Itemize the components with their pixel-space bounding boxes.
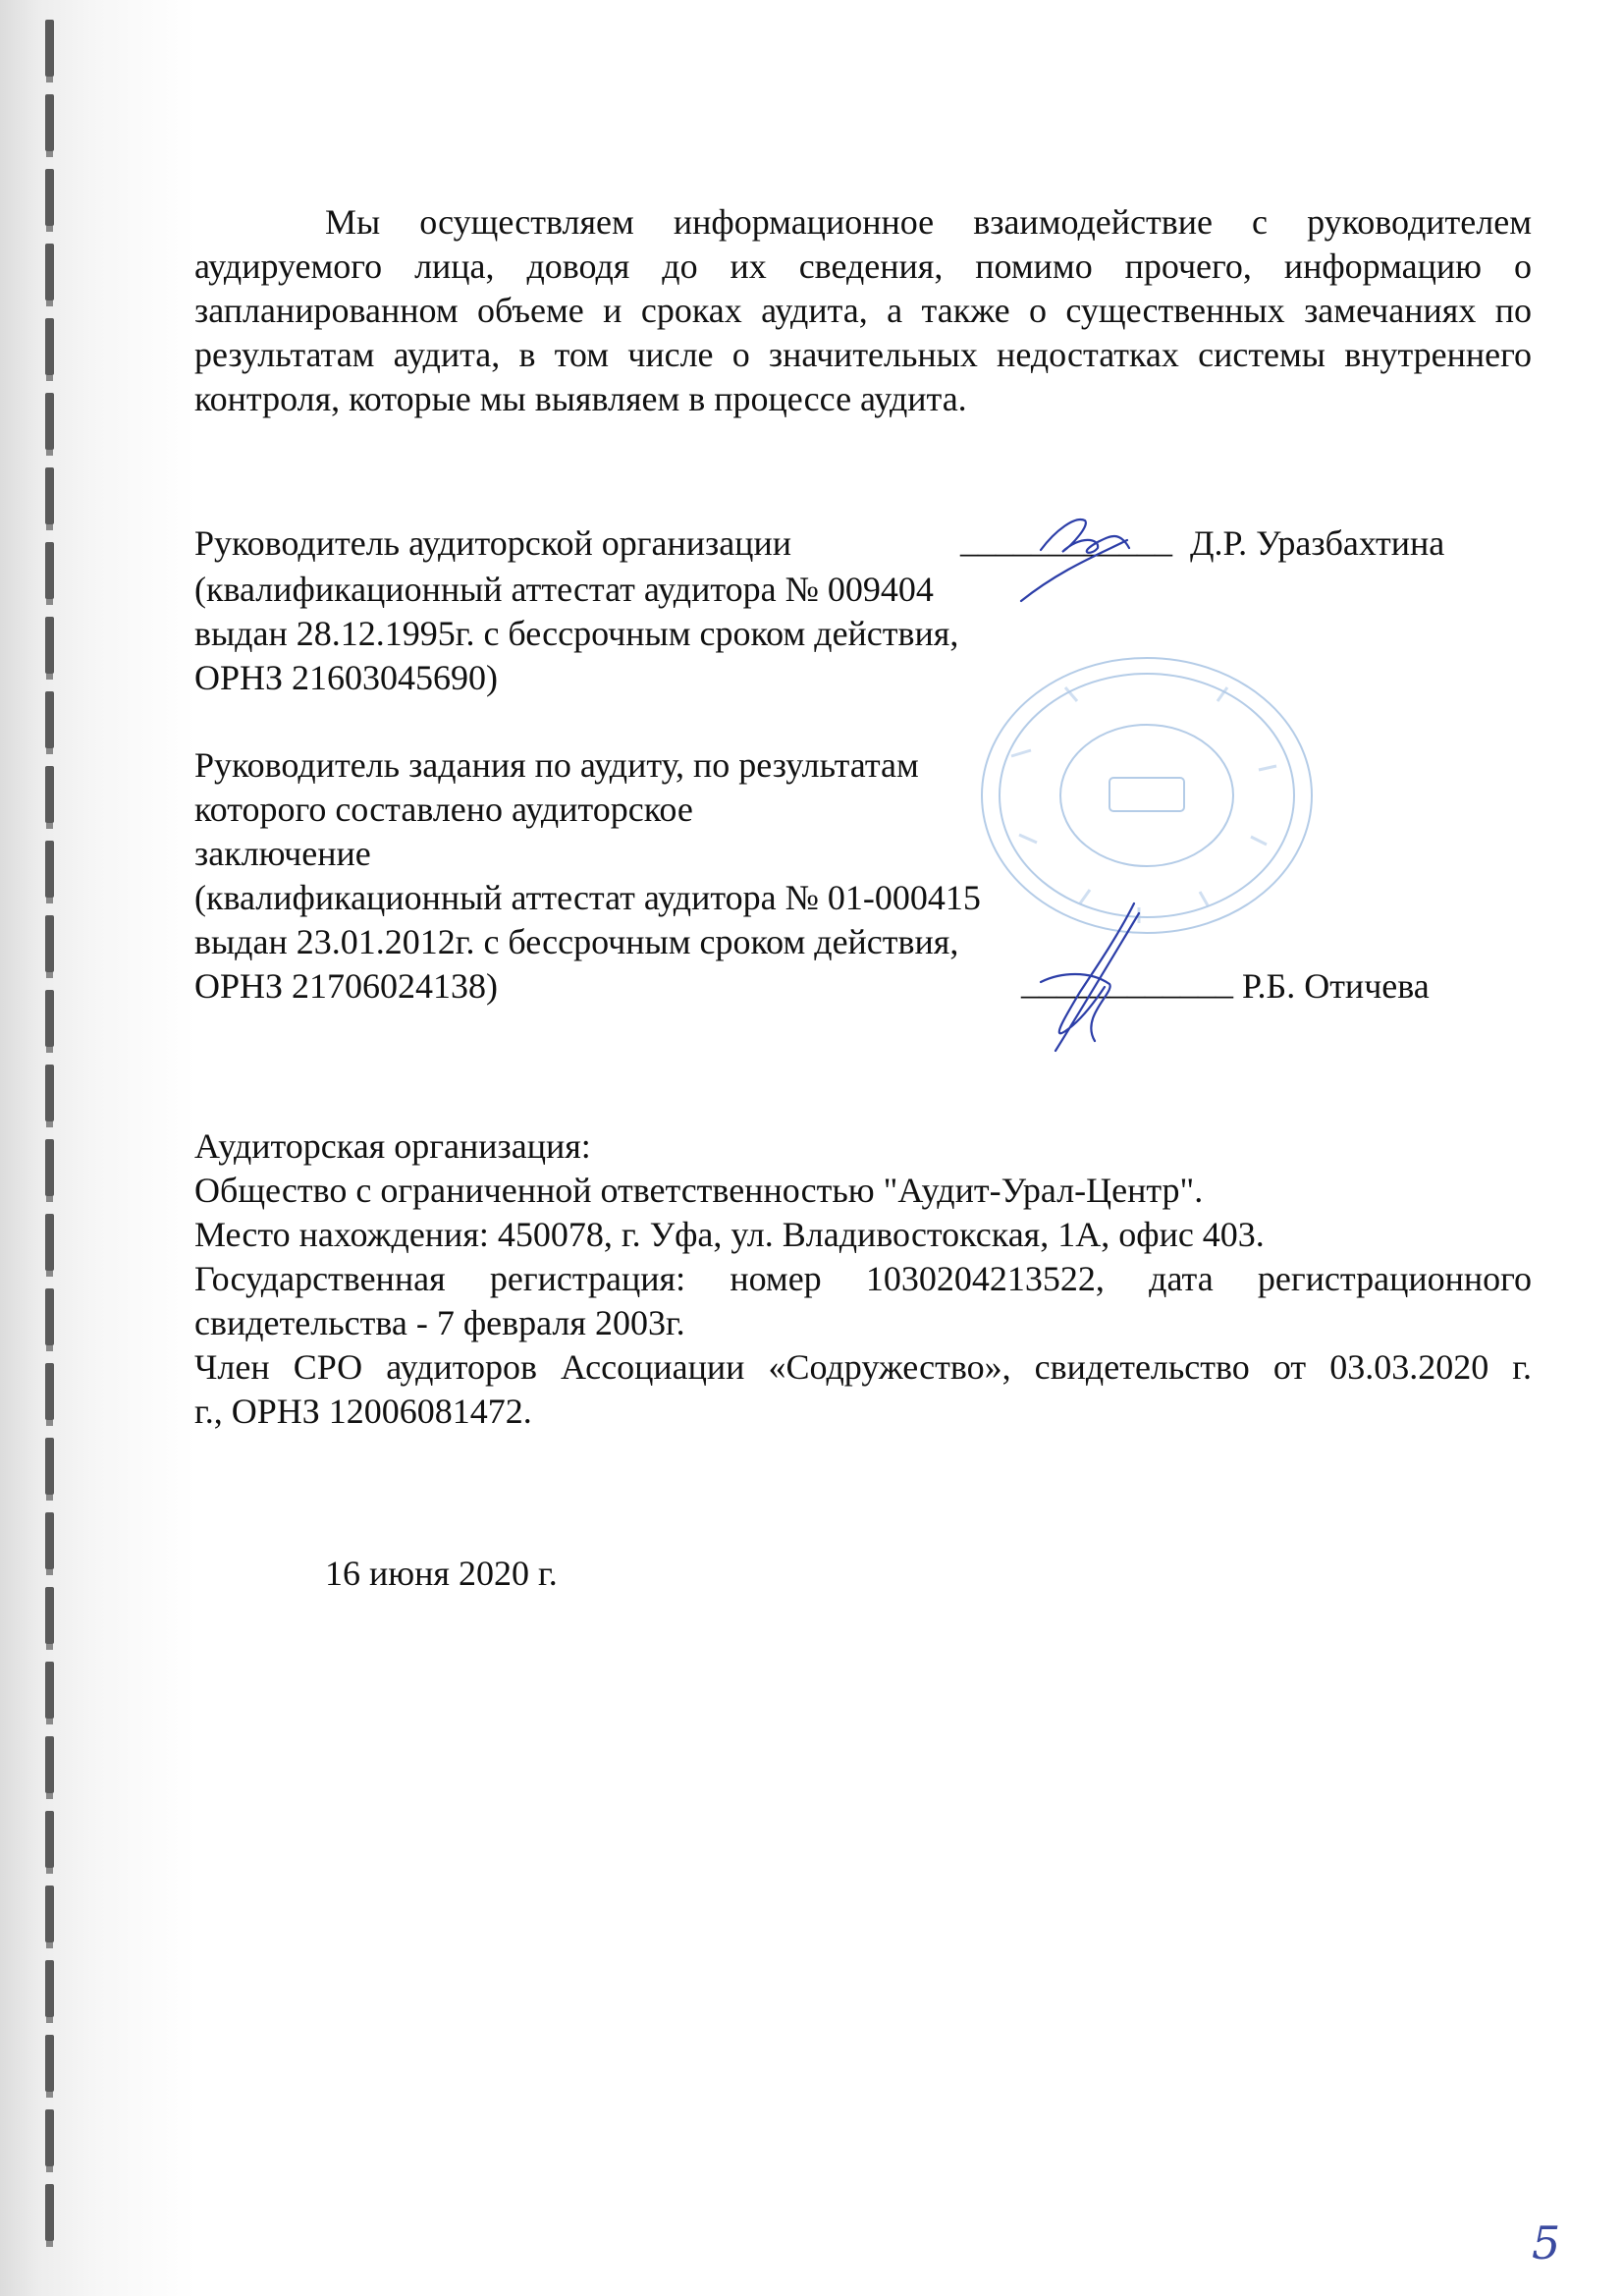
- organization-registration-2: свидетельства - 7 февраля 2003г.: [194, 1303, 685, 1342]
- intro-line-3: запланированном объеме и сроках аудита, а также о существенных замечаниях по: [194, 291, 1532, 330]
- head-of-org-name: Д.Р. Уразбахтина: [1190, 523, 1445, 563]
- intro-line-2: аудируемого лица, доводя до их сведения, помимо прочего, информацию о: [194, 246, 1532, 286]
- document-date: 16 июня 2020 г.: [325, 1554, 558, 1593]
- page-number: 5: [1532, 2216, 1561, 2269]
- organization-name: Общество с ограниченной ответственностью "Аудит-Урал-Центр".: [194, 1171, 1204, 1210]
- head-of-org-ornz: ОРНЗ 21603045690): [194, 658, 499, 697]
- intro-line-4: результатам аудита, в том числе о значительных недостатках системы внутреннего: [194, 335, 1532, 374]
- organization-address: Место нахождения: 450078, г. Уфа, ул. Владивостокская, 1А, офис 403.: [194, 1215, 1265, 1254]
- engagement-head-line-3: заключение: [194, 834, 371, 873]
- organization-sro-2: г., ОРНЗ 12006081472.: [194, 1392, 532, 1431]
- engagement-head-block: [194, 743, 981, 1009]
- head-of-org-certificate: (квалификационный аттестат аудитора № 009404: [194, 570, 934, 609]
- head-of-org-signature-line: ____________: [960, 520, 1172, 560]
- organization-sro-1: Член СРО аудиторов Ассоциации «Содружество», свидетельство от 03.03.2020 г.: [194, 1347, 1532, 1387]
- signature-otycheva: [1021, 894, 1168, 1061]
- head-of-org-title: Руководитель аудиторской организации: [194, 523, 791, 563]
- intro-line-5: контроля, которые мы выявляем в процессе аудита.: [194, 379, 967, 418]
- engagement-head-line-4: (квалификационный аттестат аудитора № 01-000415: [194, 878, 981, 917]
- intro-line-1: Мы осуществляем информационное взаимодействие с руководителем: [325, 202, 1532, 242]
- organization-block: [194, 1124, 1532, 1434]
- engagement-head-line-5: выдан 23.01.2012г. с бессрочным сроком действия,: [194, 922, 959, 961]
- signature-urazbakhtina: [982, 491, 1159, 609]
- engagement-head-line-6: ОРНЗ 21706024138): [194, 966, 499, 1006]
- engagement-head-line-1: Руководитель задания по аудиту, по результатам: [194, 745, 919, 785]
- organization-registration-1: Государственная регистрация: номер 1030204213522, дата регистрационного: [194, 1259, 1532, 1298]
- engagement-head-line-2: которого составлено аудиторское: [194, 790, 693, 829]
- organization-heading: Аудиторская организация:: [194, 1126, 591, 1166]
- engagement-head-signature-line: ____________: [1021, 962, 1233, 1002]
- head-of-org-details: [194, 568, 958, 700]
- engagement-head-name: Р.Б. Отичева: [1242, 966, 1430, 1006]
- intro-paragraph: [194, 200, 1532, 421]
- head-of-org-issued: выдан 28.12.1995г. с бессрочным сроком действия,: [194, 614, 959, 653]
